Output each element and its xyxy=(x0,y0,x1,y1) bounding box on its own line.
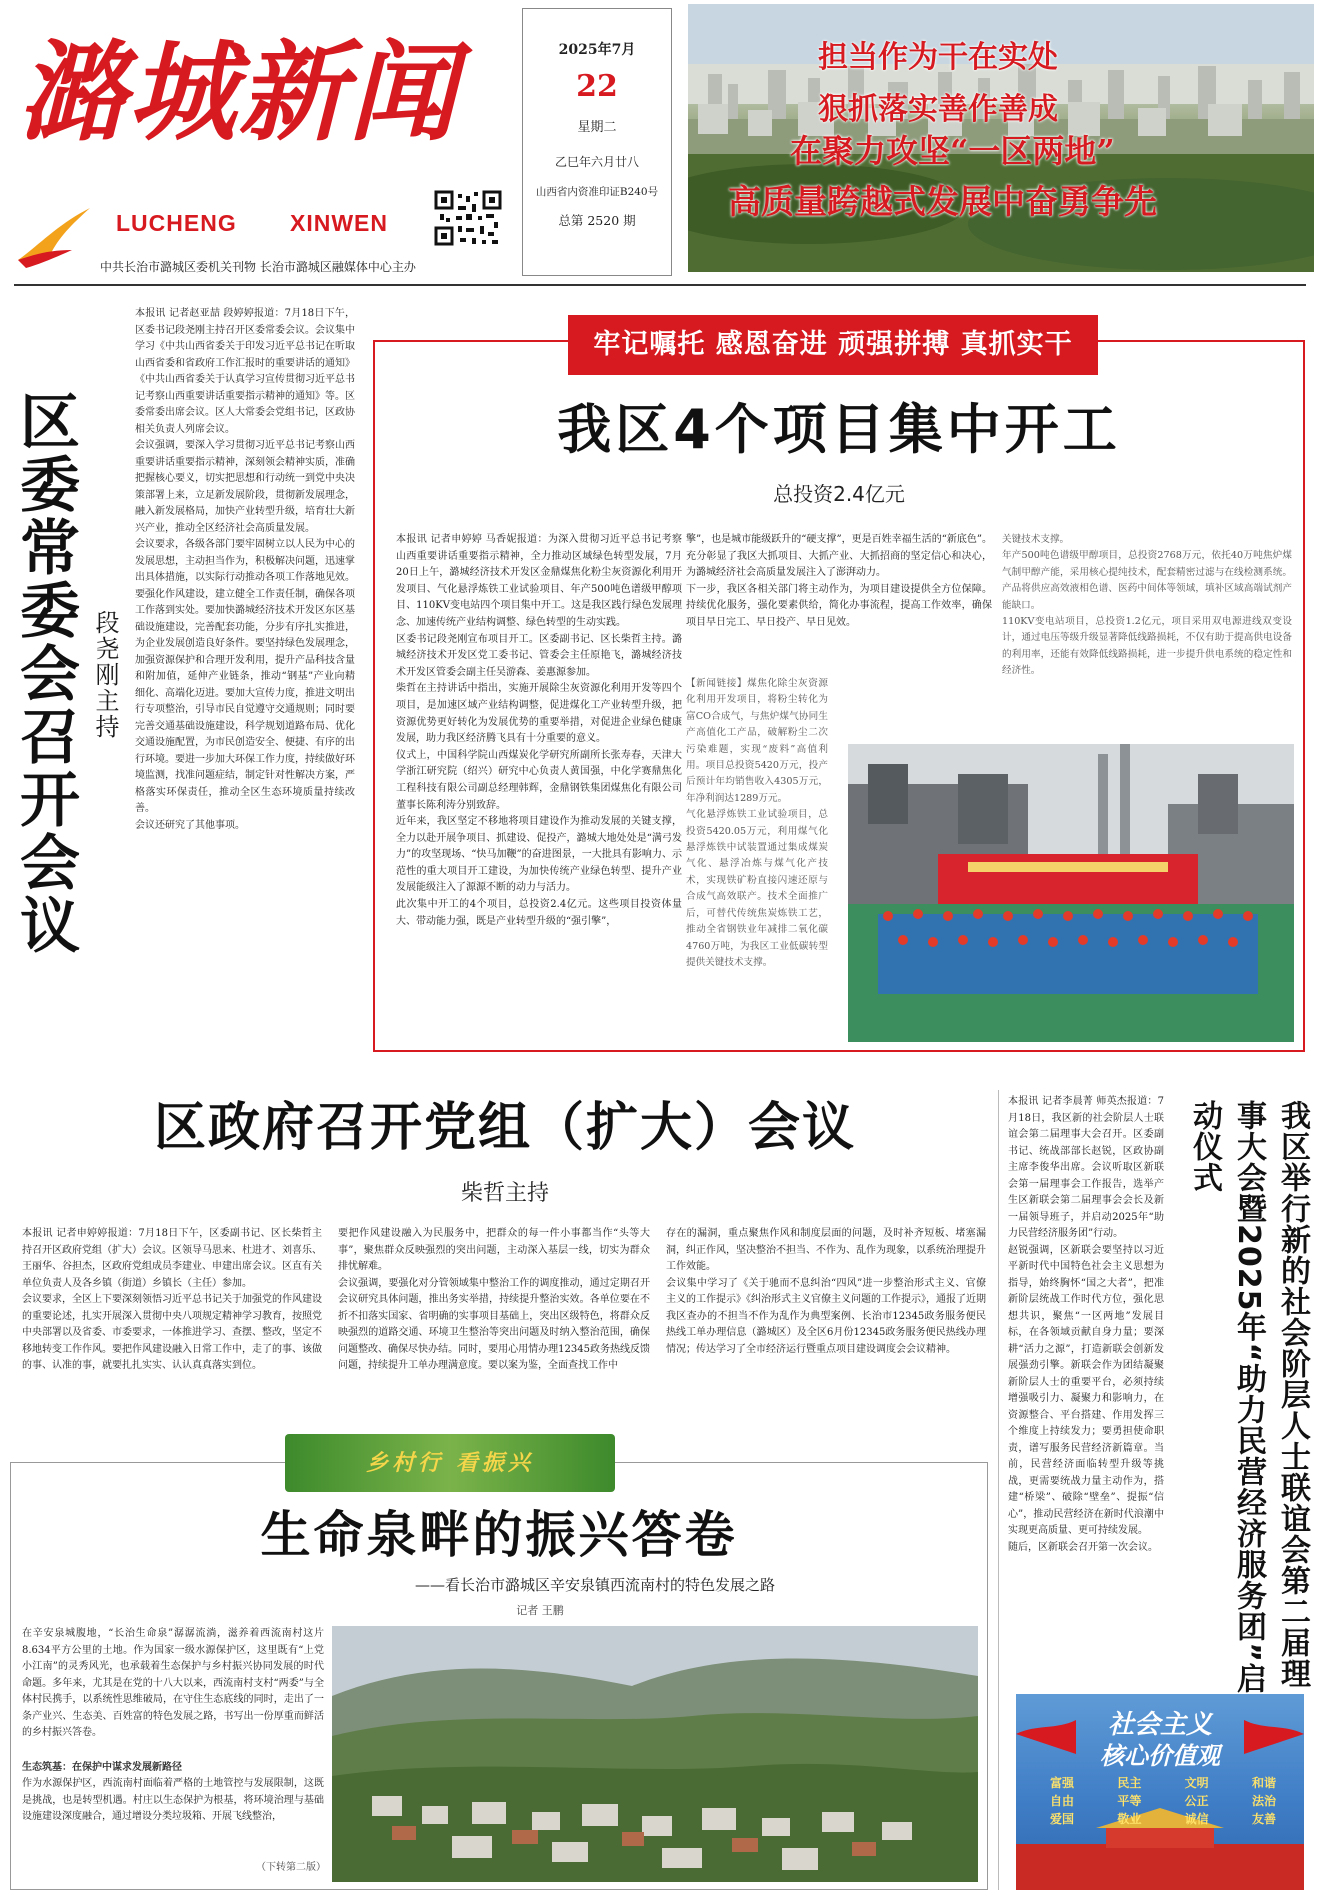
village-byline: 记者 王鹏 xyxy=(516,1604,564,1617)
value-item: 诚信 xyxy=(1184,1812,1209,1826)
qr-code-icon xyxy=(432,188,504,248)
government-body-col2: 要把作风建设融入为民服务中，把群众的每一件小事都当作“头等大事”，聚焦群众反映强烈的突出问题，主动深入基层一线，切实为群众排忧解难。 会议强调，要强化对分管领域集中整治工作的调度推动，通过定期召开会议研究具体问题，推出务实举措，持续提升整治实效。各单位要在不折不扣落实国家、省明确的实事项目基础上，突出区级特色，将群众反映强烈的道路交通、环境卫生整治等突出问题及时纳入整治范围，确保问题整改、确保尽快办结。同时，要用心用情办理12345政务热线反馈问题，持续提升工单办理满意度。要以案为鉴，全面查找工作中 xyxy=(338,1228,650,1371)
date-day: 22 xyxy=(576,69,618,104)
value-item: 自由 xyxy=(1050,1794,1075,1808)
government-subhead: 柴哲主持 xyxy=(460,1181,549,1206)
projects-badge: 牢记嘱托 感恩奋进 顽强拼搏 真抓实干 xyxy=(568,315,1098,375)
banner-slogan-2: 狠抓落实善作善成 xyxy=(818,92,1058,127)
masthead-pinyin-lucheng: LUCHENG xyxy=(116,210,237,236)
government-body-col3: 存在的漏洞，重点聚焦作风和制度层面的问题，及时补齐短板、堵塞漏洞，纠正作风，坚决整治不担当、不作为、乱作为现象，以系统治理提升工作效能。 会议集中学习了《关于驰而不息纠治“四风”进一步整治形式主义、官僚主义的工作提示》《纠治形式主义官僚主义问题的工作提示》，通报了近期我区查办的不担当不作为乱作为典型案例、长治市12345政务服务便民热线工单办理信息（潞城区）及全区6月份12345政务服务便民热线办理情况；传达学习了全市经济运行暨重点项目建设调度会会议精神。 xyxy=(666,1228,986,1355)
core-values-grid xyxy=(1050,1774,1276,1828)
date-year-month: 2025年7月 xyxy=(558,42,636,58)
village-continued: （下转第二版） xyxy=(256,1862,326,1873)
village-body: 在辛安泉城腹地，“长治生命泉”潺潺流淌，滋养着西流南村这片8.634平方公里的土地。作为国家一级水源保护区，这里既有“上党小江南”的灵秀风光，也承载着生态保护与乡村振兴协同发展的时代命题。多年来，尤其是在党的十八大以来，西流南村支村“两委”与全体村民携手，以系统性思维破局，在守住生态底线的同时，走出了一条产业兴、生态美、百姓富的特色发展之路，书写出一份厚重而鲜活的乡村振兴答卷。 xyxy=(22,1628,324,1738)
date-box xyxy=(522,8,672,276)
license-number: 山西省内资准印证B240号 xyxy=(535,186,659,198)
lunar-date: 乙巳年六月廿八 xyxy=(554,155,639,169)
value-item: 友善 xyxy=(1251,1812,1276,1826)
value-item: 文明 xyxy=(1184,1776,1209,1790)
projects-headline: 我区4个项目集中开工 xyxy=(557,398,1121,461)
village-body-2: 作为水源保护区，西流南村面临着严格的土地管控与发展限制，这既是挑战，也是转型机遇。村庄以生态保护为根基，将环境治理与基础设施建设深度融合，通过增设分类垃圾箱、开展飞线整治， xyxy=(22,1778,324,1822)
publisher-line: 中共长治市潞城区委机关刊物 长治市潞城区融媒体中心主办 xyxy=(100,260,416,274)
value-item: 民主 xyxy=(1117,1776,1142,1790)
village-subhead: ——看长治市潞城区辛安泉镇西流南村的特色发展之路 xyxy=(414,1576,775,1594)
value-item: 敬业 xyxy=(1117,1812,1142,1826)
value-item: 法治 xyxy=(1251,1794,1276,1808)
slogan-banner xyxy=(688,4,1314,272)
issue-number: 总第 2520 期 xyxy=(558,213,636,228)
column-divider xyxy=(998,1090,999,1890)
projects-body-col3: 关键技术支撑。 年产500吨色谱级甲醇项目，总投资2768万元，依托40万吨焦炉煤气制甲醇产能，采用核心提纯技术，配套精密过滤与在线检测系统。产品将供应高效液相色谱、医药中间体等领域，填补区域高端试剂产能缺口。 110KV变电站项目，总投资1.2亿元，项目采用双电源进线双变设计，通过电压等级升级显著降低线路损耗，不仅有助于提高供电设备的利用率，还能有效降低线路损耗，进一步提升供电系统的稳定性和经济性。 xyxy=(1002,534,1292,677)
value-item: 富强 xyxy=(1050,1776,1075,1790)
village-column-badge: 乡村行 看振兴 xyxy=(366,1450,534,1476)
projects-news-link: 【新闻链接】煤焦化除尘灰资源化利用开发项目，将粉尘转化为富CO合成气，与焦炉煤气协同生产高值化工产品，破解粉尘二次污染难题，实现“废料”高值利用。项目总投资5420万元，投产后预计年均销售收入4305万元，年净利润达1289万元。 气化悬浮炼铁工业试验项目，总投资5420.05万元，利用煤气化悬浮炼铁中试装置通过集成煤炭气化、悬浮冶炼与煤气化产技术，实现铁矿粉直接闪速还原与合成气高效联产。技术全面推广后，可替代传统焦炭炼铁工艺，推动全省钢铁业年减排二氧化碳4760万吨，为我区工业低碳转型提供关键技术支撑。 xyxy=(686,678,828,968)
government-body-col1: 本报讯 记者申婷婷报道：7月18日下午，区委副书记、区长柴哲主持召开区政府党组（扩大）会议。区领导马思来、杜进才、刘喜乐、王丽华、谷担杰，区政府党组成员李建业、申建出席会议。区直有关单位负责人及各乡镇（街道）乡镇长（主任）参加。 会议要求，全区上下要深刻领悟习近平总书记关于加强党的作风建设的重要论述，扎实开展深入贯彻中央八项规定精神学习教育，按照党中央部署以及省委、市委要求，一体推进学习、查摆、整改，坚定不移地转变工作作风。要把作风建设融入日常工作中，走了的事、该做的事、认准的事，就要扎扎实实、认认真真落实到位。 xyxy=(22,1228,322,1371)
core-values-poster xyxy=(1016,1694,1304,1890)
value-item: 平等 xyxy=(1117,1794,1142,1808)
core-values-title-2: 核心价值观 xyxy=(1100,1741,1220,1770)
projects-subhead: 总投资2.4亿元 xyxy=(773,482,905,506)
government-headline: 区政府召开党组（扩大）会议 xyxy=(153,1098,856,1158)
value-item: 公正 xyxy=(1184,1794,1209,1808)
banner-slogan-4: 高质量跨越式发展中奋勇争先 xyxy=(728,182,1157,221)
projects-body-col1: 本报讯 记者申婷婷 马香妮报道：为深入贯彻习近平总书记考察山西重要讲话重要指示精神，全力推动区域绿色转型发展，7月20日上午，潞城经济技术开发区金鼎煤焦化粉尘灰资源化利用开发项目、气化悬浮炼铁工业试验项目、年产500吨色谱级甲醇项目、110KV变电站四个项目集中开工。这是我区践行绿色发展理念、加速传统产业结构调整、绿色转型的生动实践。 区委书记段尧刚宣布项目开工。区委副书记、区长柴哲主持。潞城经济技术开发区党工委书记、管委会主任原艳飞，潞城经济技术开发区管委会副主任吴游森、姜惠源参加。 柴哲在主持讲话中指出，实施开展除尘灰资源化利用开发等四个项目，是加速区域产业结构调整，促进煤化工产业转型升级，把资源优势更好转化为发展优势的重要举措，对促进企业绿色健康发展，助力我区经济腾飞具有十分重要的意义。 仪式上，中国科学院山西煤炭化学研究所副所长张寿春，天津大学浙江研究院（绍兴）研究中心负责人黄国强，中化学赛鼎焦化工程科技有限公司副总经理韩辉，金鼎钢铁集团煤焦化有限公司董事长陈利涛分别致辞。 近年来，我区坚定不移地将项目建设作为推动发展的关键支撑，全力以赴开展争项目、抓建设、促投产，潞城大地处处是“满弓发力”的攻坚现场、“快马加鞭”的奋进图景，一大批具有影响力、示范性的重大项目开工建设，为加快传统产业绿色转型、提升产业发展能级注入了源源不断的动力与活力。 此次集中开工的4个项目，总投资2.4亿元。这些项目投资体量大、带动能力强，既是产业转型升级的“强引擎”， xyxy=(396,534,682,927)
value-item: 爱国 xyxy=(1050,1812,1075,1826)
banner-slogan-3: 在聚力攻坚“一区两地” xyxy=(790,132,1115,170)
swallow-logo-icon xyxy=(14,202,94,272)
value-item: 和谐 xyxy=(1251,1776,1276,1790)
banner-slogan-1: 担当作为干在实处 xyxy=(818,40,1058,75)
village-landscape-photo xyxy=(332,1626,978,1882)
core-values-title-1: 社会主义 xyxy=(1107,1710,1212,1740)
groundbreaking-ceremony-photo xyxy=(848,744,1294,1042)
committee-body: 本报讯 记者赵亚喆 段婷婷报道：7月18日下午，区委书记段尧刚主持召开区委常委会议。会议集中学习《中共山西省委关于印发习近平总书记在听取山西省委和省政府工作汇报时的重要讲话的通知》《中共山西省委关于认真学习宣传贯彻习近平总书记考察山西重要讲话重要指示精神的通知》等。区委常委出席会议。区人大常委会党组书记，区政协相关负责人列席会议。 会议强调，要深入学习贯彻习近平总书记考察山西重要讲话重要指示精神，深刻领会精神实质，准确把握核心要义，切实把思想和行动统一到党中央决策部署上来，立足新发展阶段，贯彻新发展理念，融入新发展格局，加快产业转型升级，培育壮大新兴产业，推动全区经济社会高质量发展。 会议要求，各级各部门要牢固树立以人民为中心的发展思想，主动担当作为，积极解决问题，迅速掌出具体措施，以实际行动推动各项工作落地见效。要强化作风建设，建立健全工作责任制，确保各项工作落到实处。要加快潞城经济技术开发区东区基础设施建设，完善配套功能，分步有序扎实推进，为企业发展创造良好条件。要坚持绿色发展理念，加强资源保护和合理开发利用，提升产品科技含量和附加值，延伸产业链条，推动“钢基”产业向精细化、高端化迈进。要加大宣传力度，推进文明出行专项整治，引导市民自觉遵守交通规则；同时要完善交通基础设施建设，科学规划道路布局、优化交通设施配置，为市民创造安全、便捷、有序的出行环境。要进一步加大环保工作力度，持续做好环境监测，找准问题症结，制定针对性解决方案，严格落实环保责任，推动全区生态环境质量持续改善。 会议还研究了其他事项。 xyxy=(135,308,355,831)
united-front-headline: 我区举行新的社会阶层人士联谊会第二届理事大会暨2025年“助力民营经济服务团”启动仪式 xyxy=(1187,1100,1310,1694)
committee-headline: 区委常委会召开会议 xyxy=(10,390,80,957)
village-headline: 生命泉畔的振兴答卷 xyxy=(260,1506,738,1564)
village-section-label: 生态筑基：在保护中谋求发展新路径 xyxy=(22,1762,182,1773)
united-front-body: 本报讯 记者李晨菁 师英杰报道：7月18日，我区新的社会阶层人士联谊会第二届理事大会召开。区委副书记、统战部部长赵锐，区政协副主席李俊华出席。会议听取区新联会第一届理事会工作报告，选举产生区新联会第二届理事会会长及新一届领导班子，并启动2025年“助力民营经济服务团”行动。 赵锐强调，区新联会要坚持以习近平新时代中国特色社会主义思想为指导，始终胸怀“国之大者”，把准新阶层统战工作时代方位，强化思想共识，聚焦“一区两地”发展目标，在各领域贡献自身力量；要深耕“活力之源”，打造新联会创新发展强劲引擎。新联会作为团结凝聚新阶层人士的重要平台，必须持续增强吸引力、凝聚力和影响力，在资源整合、平台搭建、作用发挥三个维度上持续发力；要勇担使命职责，谱写服务民营经济新篇章。当前，民营经济面临转型升级等挑战，更需要统战力量主动作为，搭建“桥梁”、破除“壁垒”、提振“信心”，推动民营经济在新时代浪潮中实现更高质量、更可持续发展。 随后，区新联会召开第一次会议。 xyxy=(1008,1096,1164,1553)
committee-subhead: 段尧刚主持 xyxy=(91,610,119,740)
weekday: 星期二 xyxy=(577,120,617,135)
masthead-title: 潞城新闻 xyxy=(18,30,459,156)
masthead-pinyin-xinwen: XINWEN xyxy=(290,210,388,236)
projects-body-col2: 擎”，也是城市能级跃升的“硬支撑”，更是百姓幸福生活的“新底色”。充分彰显了我区大抓项目、大抓产业、大抓招商的坚定信心和决心，为潞城经济社会高质量发展注入了澎湃动力。 下一步，我区各相关部门将主动作为，为项目建设提供全方位保障。持续优化服务，强化要素供给，简化办事流程，提高工作效率，确保项目早日完工、早日投产、早日见效。 xyxy=(686,534,992,628)
masthead-divider xyxy=(14,284,1306,286)
